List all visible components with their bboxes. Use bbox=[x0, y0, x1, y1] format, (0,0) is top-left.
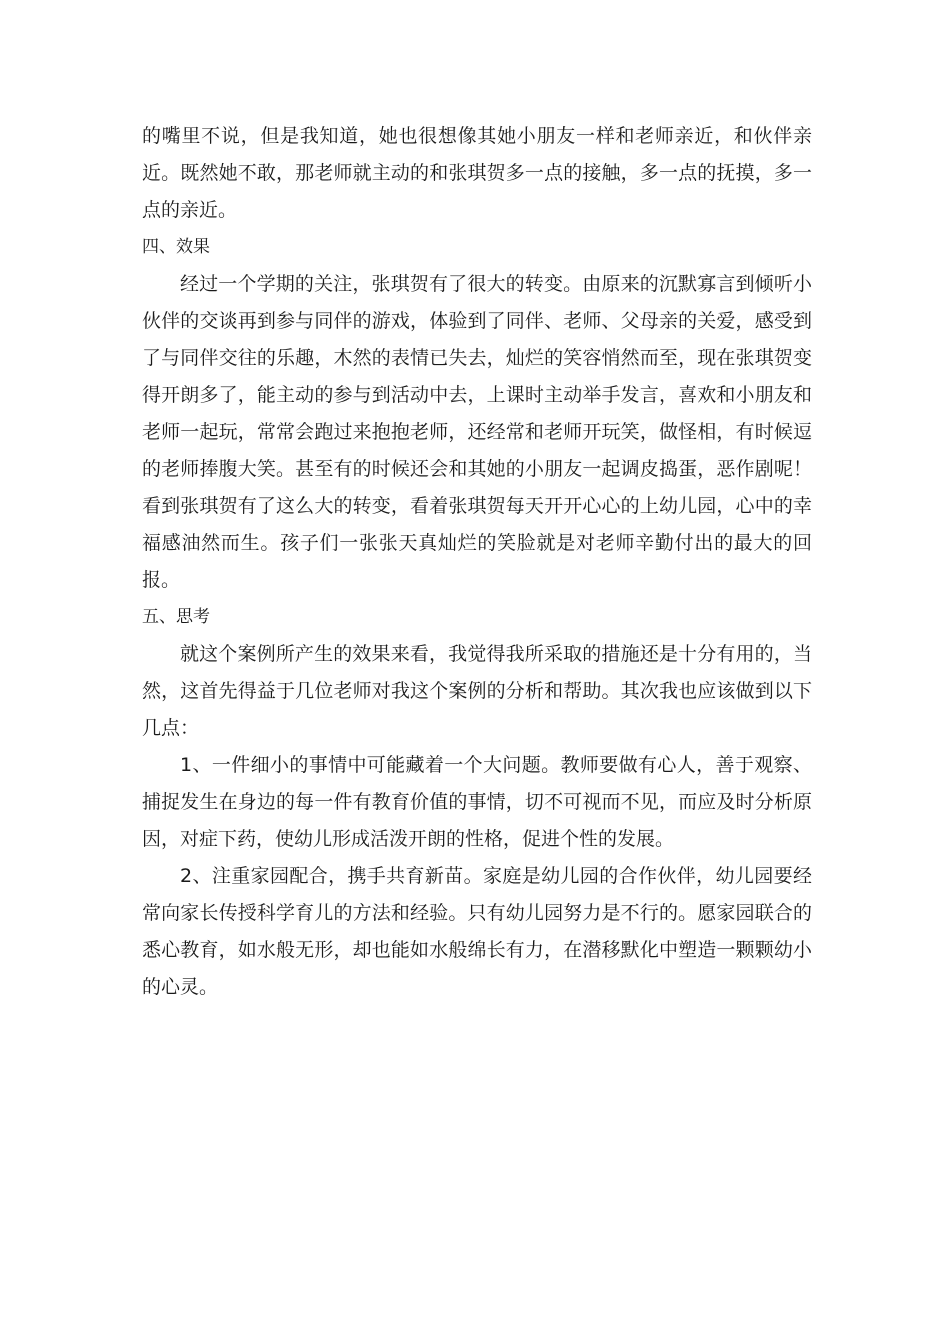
section-heading-effect: 四、效果 bbox=[142, 237, 210, 257]
paragraph-point-2: 2、注重家园配合，携手共育新苗。家庭是幼儿园的合作伙伴，幼儿园要经常向家长传授科学育儿的方法和经验。只有幼儿园努力是不行的。愿家园联合的悉心教育，如水般无形，却也能如水般绵长有力，在潜移默化中塑造一颗颗幼小的心灵。 bbox=[142, 865, 812, 998]
document-body bbox=[142, 118, 812, 1006]
paragraph-continuation: 的嘴里不说，但是我知道，她也很想像其她小朋友一样和老师亲近，和伙伴亲近。既然她不敢，那老师就主动的和张琪贺多一点的接触，多一点的抚摸，多一点的亲近。 bbox=[142, 125, 812, 221]
paragraph-effect: 经过一个学期的关注，张琪贺有了很大的转变。由原来的沉默寡言到倾听小伙伴的交谈再到参与同伴的游戏，体验到了同伴、老师、父母亲的关爱，感受到了与同伴交往的乐趣，木然的表情已失去，灿烂的笑容悄然而至，现在张琪贺变得开朗多了，能主动的参与到活动中去，上课时主动举手发言，喜欢和小朋友和老师一起玩，常常会跑过来抱抱老师，还经常和老师开玩笑，做怪相，有时候逗的老师捧腹大笑。甚至有的时候还会和其她的小朋友一起调皮捣蛋，恶作剧呢！看到张琪贺有了这么大的转变，看着张琪贺每天开开心心的上幼儿园，心中的幸福感油然而生。孩子们一张张天真灿烂的笑脸就是对老师辛勤付出的最大的回报。 bbox=[142, 273, 812, 591]
paragraph-reflection-intro: 就这个案例所产生的效果来看，我觉得我所采取的措施还是十分有用的，当然，这首先得益于几位老师对我这个案例的分析和帮助。其次我也应该做到以下几点： bbox=[142, 643, 812, 739]
paragraph-point-1: 1、一件细小的事情中可能藏着一个大问题。教师要做有心人，善于观察、捕捉发生在身边的每一件有教育价值的事情，切不可视而不见，而应及时分析原因，对症下药，使幼儿形成活泼开朗的性格，促进个性的发展。 bbox=[142, 754, 812, 850]
section-heading-reflection: 五、思考 bbox=[142, 607, 210, 627]
